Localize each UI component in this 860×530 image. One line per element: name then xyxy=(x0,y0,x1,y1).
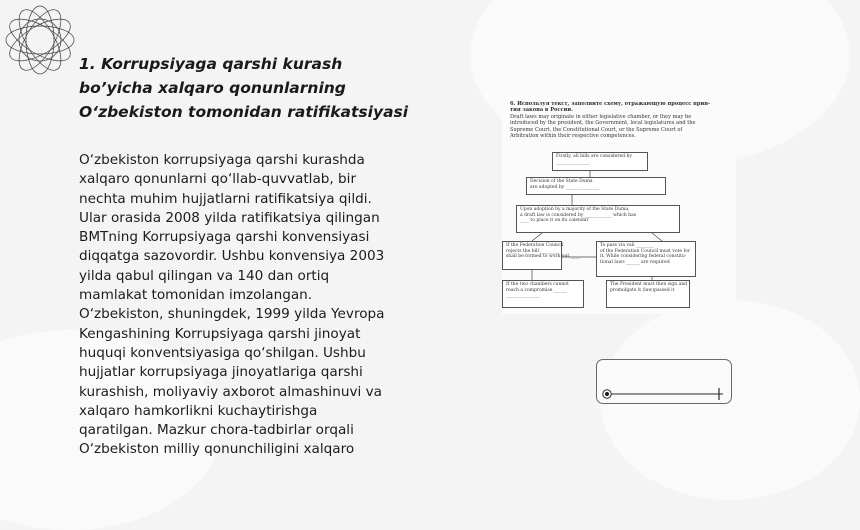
flowchart-box: If the two chambers cannot reach a compromise ______ _______________ xyxy=(502,280,584,308)
slide-body-text xyxy=(79,151,424,458)
flowchart-box: Upon adoption by a majority of the State Duma, a draft law is considered by ____________ which has ____ to place it on its calendar xyxy=(516,205,680,233)
body-line: kurashish, moliyaviy axborot almashinuvi va xyxy=(79,383,382,400)
flowchart-box: To pass via vali ________ of the Federation Council must vote for it. While considering federal constitu- tional laws ______ are required xyxy=(596,241,696,277)
body-line: BMTning Korrupsiyaga qarshi konvensiyasi xyxy=(79,229,370,246)
slider-widget[interactable] xyxy=(596,359,732,404)
slide-title-line: 1. Korrupsiyaga qarshi kurash xyxy=(79,55,343,73)
body-line: xalqaro qonunlarni qo‘llab-quvvatlab, bir xyxy=(79,171,357,188)
worksheet-text-line: Draft laws may originate in either legislative chamber, or they may be xyxy=(510,113,692,120)
body-line: yilda qabul qilingan va 140 dan ortiq xyxy=(79,267,330,284)
worksheet-image xyxy=(502,97,736,314)
slider-handle-icon[interactable] xyxy=(597,360,733,405)
worksheet-text-line: Supreme Court, the Constitutional Court, or the Supreme Court of xyxy=(510,126,683,133)
body-line: hujjatlar korrupsiyaga jinoyatlariga qarshi xyxy=(79,364,363,381)
spirograph-logo-icon xyxy=(2,2,78,78)
flowchart-box: The President must then sign and promulgate it (law)passed it xyxy=(606,280,690,308)
worksheet-text-line: 6. Используя текст, заполните схему, отражающую процесс прин- xyxy=(510,101,711,107)
body-line: Kengashining Korrupsiyaga qarshi jinoyat xyxy=(79,325,361,342)
body-line: nechta muhim hujjatlarni ratifikatsiya qildi. xyxy=(79,190,372,207)
worksheet-text-line: Arbitration within their respective competences. xyxy=(510,133,636,140)
slide-title-line: O‘zbekiston tomonidan ratifikatsiyasi xyxy=(79,103,409,121)
slide-title-line: bo’yicha xalqaro qonunlarning xyxy=(79,79,346,97)
body-line: O‘zbekiston korrupsiyaga qarshi kurashda xyxy=(79,152,365,168)
body-line: huquqi konventsiyasiga qo‘shilgan. Ushbu xyxy=(79,344,366,361)
body-line: O‘zbekiston, shuningdek, 1999 yilda Yevropa xyxy=(79,306,385,323)
body-line: mamlakat tomonidan imzolangan. xyxy=(79,287,313,304)
worksheet-text-line: тия закона в России. xyxy=(510,107,573,114)
worksheet-text-line: introduced by the president, the Government, local legislatures and the xyxy=(510,120,696,127)
body-line: O‘zbekiston milliy qonunchiligini xalqaro xyxy=(79,441,355,458)
flowchart-box: Firstly, all bills are considered by _______________ xyxy=(552,152,648,171)
flowchart-box: Decision of the State Duma are adopted by _______________ xyxy=(526,177,666,195)
flowchart-box: If the Federation Council rejects the bill ________ shall be formed to work out ____ xyxy=(502,241,562,270)
slide-title xyxy=(79,52,439,124)
body-line: diqqatga sazovordir. Ushbu konvensiya 2003 xyxy=(79,248,385,265)
body-line: xalqaro hamkorlikni kuchaytirishga xyxy=(79,402,318,419)
body-line: qaratilgan. Mazkur chora-tadbirlar orqali xyxy=(79,422,354,439)
body-line: Ular orasida 2008 yilda ratifikatsiya qilingan xyxy=(79,209,380,226)
